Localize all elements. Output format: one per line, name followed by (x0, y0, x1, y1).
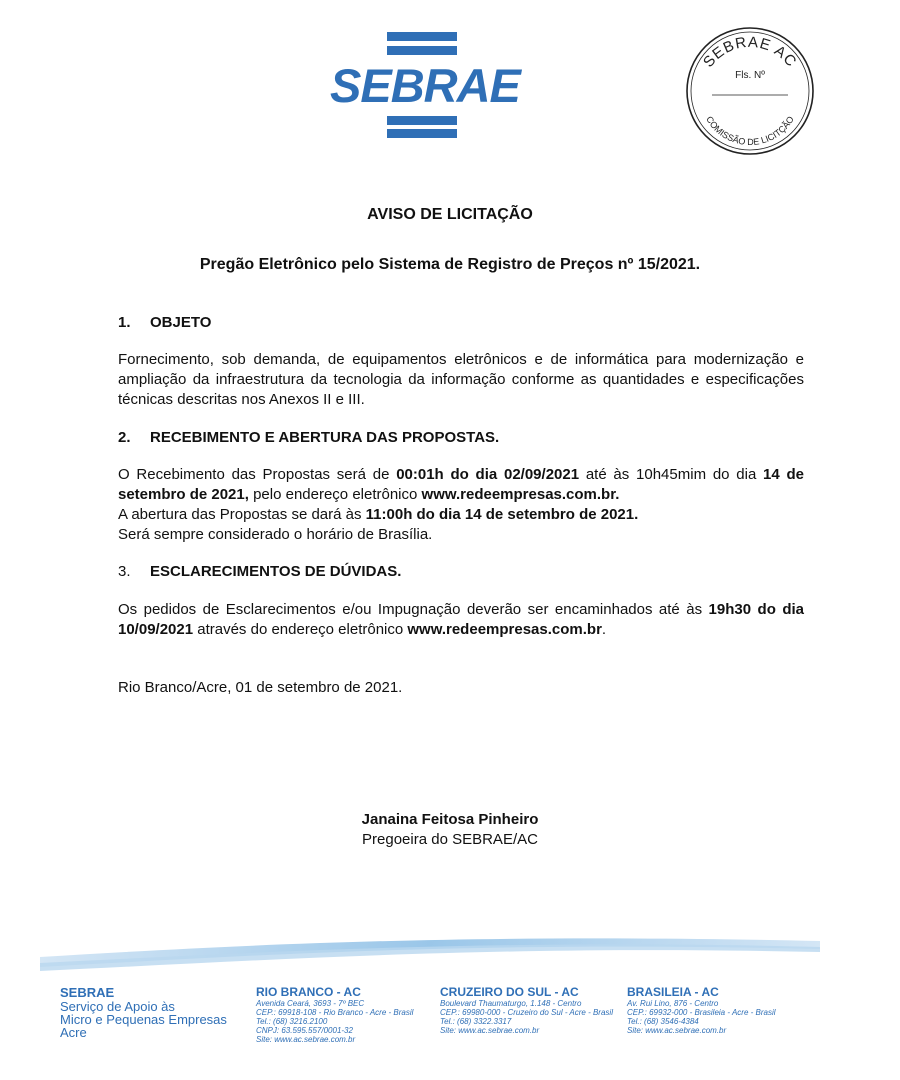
place-date: Rio Branco/Acre, 01 de setembro de 2021. (118, 679, 403, 696)
signatory-name: Janaina Feitosa Pinheiro (361, 811, 539, 828)
office-line: Tel.: (68) 3546-4384 (627, 1017, 699, 1026)
text-run: através do endereço eletrônico (193, 621, 408, 638)
office-line: Site: www.ac.sebrae.com.br (627, 1026, 727, 1035)
closing-date: 14 de setembro de 2021, (118, 466, 804, 503)
opening-date: 00:01h do dia 02/09/2021 (396, 466, 580, 483)
section-1-paragraph: Fornecimento, sob demanda, de equipamentos eletrônicos e de informática para modernização e ampliação da infraestrutura da tecnologia da informação conforme as quantidades e especificações técnicas descritas nos Anexos II e III. (118, 351, 804, 408)
website: www.redeempresas.com.br (407, 621, 602, 638)
office-line: Avenida Ceará, 3693 - 7º BEC (256, 999, 365, 1008)
office-line: CEP.: 69980-000 - Cruzeiro do Sul - Acre - Brasil (440, 1008, 613, 1017)
section-2-paragraph (118, 465, 804, 505)
logo-wordmark: SEBRAE (330, 59, 520, 112)
section-title: ESCLARECIMENTOS DE DÚVIDAS. (150, 563, 402, 580)
footer-wave (40, 925, 820, 975)
commission-stamp (684, 25, 816, 157)
section-2-heading (118, 428, 499, 448)
stamp-label: Fls. Nº (735, 70, 765, 81)
office-line: Tel.: (68) 3216.2100 (256, 1017, 328, 1026)
logo-bar (387, 116, 457, 125)
office-line: CNPJ: 63.595.557/0001-32 (256, 1026, 353, 1035)
section-number: 3. (118, 563, 131, 580)
office-title: BRASILEIA - AC (627, 985, 719, 999)
footer-office-brasileia (627, 985, 776, 1035)
sebrae-logo (330, 28, 520, 140)
section-3-heading (118, 562, 401, 582)
section-title: OBJETO (150, 314, 212, 331)
deadline: 19h30 do dia 10/09/2021 (118, 601, 804, 638)
section-3-paragraph (118, 600, 804, 640)
footer-org-line: Serviço de Apoio às (60, 999, 175, 1014)
logo-bar (387, 32, 457, 41)
stamp-arc-top: SEBRAE AC (699, 33, 801, 71)
document-subtitle: Pregão Eletrônico pelo Sistema de Registro de Preços nº 15/2021. (199, 256, 701, 273)
document-title: AVISO DE LICITAÇÃO (367, 206, 533, 223)
footer-org-line: Acre (60, 1025, 87, 1040)
opening-time: 11:00h do dia 14 de setembro de 2021. (365, 506, 639, 523)
section-1-heading (118, 313, 211, 333)
footer-org-title: SEBRAE (60, 985, 115, 1000)
footer-org-line: Micro e Pequenas Empresas (60, 1012, 227, 1027)
logo-bar (387, 129, 457, 138)
footer-office-cruzeiro-do-sul (440, 985, 613, 1035)
section-2-timezone-note: Será sempre considerado o horário de Brasília. (118, 526, 433, 543)
office-line: Av. Rui Lino, 876 - Centro (627, 999, 719, 1008)
office-line: CEP.: 69932-000 - Brasileia - Acre - Brasil (627, 1008, 776, 1017)
office-line: Site: www.ac.sebrae.com.br (440, 1026, 540, 1035)
office-line: Boulevard Thaumaturgo, 1.148 - Centro (440, 999, 582, 1008)
office-title: RIO BRANCO - AC (256, 985, 361, 999)
text-run: . (601, 621, 607, 638)
website: www.redeempresas.com.br. (421, 486, 620, 503)
footer-organization (60, 985, 250, 1039)
signatory-role: Pregoeira do SEBRAE/AC (362, 831, 538, 848)
stamp-arc-bottom: COMISSÃO DE LICITÇÃO (704, 114, 796, 148)
logo-bar (387, 46, 457, 55)
section-number: 1. (118, 314, 131, 331)
office-line: Site: www.ac.sebrae.com.br (256, 1035, 356, 1044)
section-number: 2. (118, 429, 131, 446)
text-run: O Recebimento das Propostas será de (118, 466, 397, 483)
footer-office-rio-branco (256, 985, 413, 1044)
section-2-opening (118, 505, 804, 525)
text-run: A abertura das Propostas se dará às (118, 506, 366, 523)
section-title: RECEBIMENTO E ABERTURA DAS PROPOSTAS. (150, 429, 500, 446)
text-run: até às 10h45mim do dia (579, 466, 764, 483)
text-run: Os pedidos de Esclarecimentos e/ou Impugnação deverão ser encaminhados até às (118, 601, 709, 618)
office-line: CEP.: 69918-108 - Rio Branco - Acre - Brasil (256, 1008, 414, 1017)
text-run: pelo endereço eletrônico (248, 486, 422, 503)
office-title: CRUZEIRO DO SUL - AC (440, 985, 579, 999)
office-line: Tel.: (68) 3322.3317 (440, 1017, 512, 1026)
